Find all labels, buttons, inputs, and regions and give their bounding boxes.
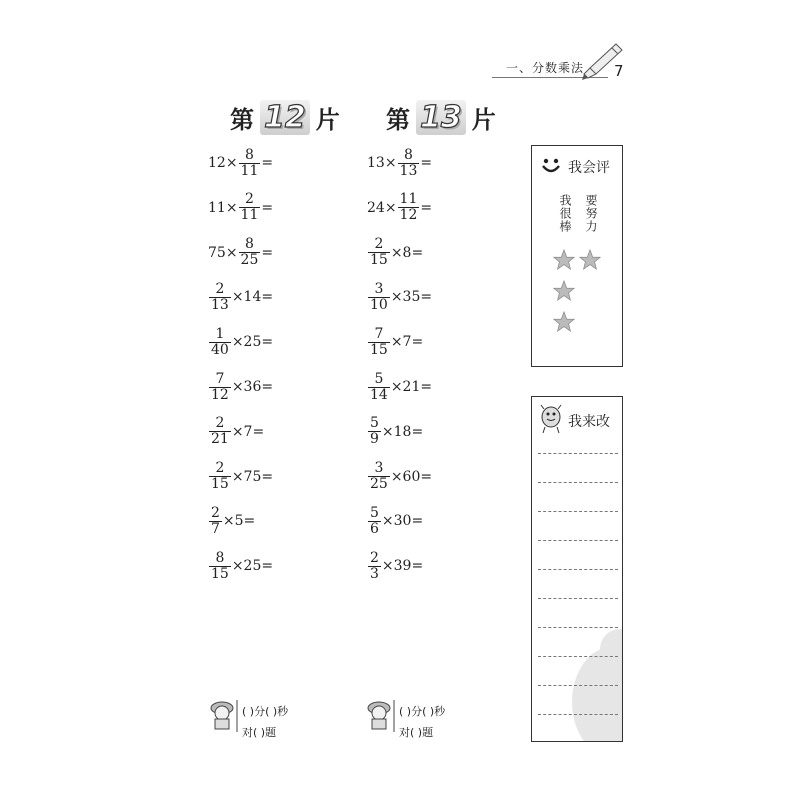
problem-row (208, 369, 273, 405)
fraction (368, 461, 390, 492)
fraction (209, 551, 231, 582)
fraction (209, 282, 231, 313)
sheet-prefix: 第 (386, 105, 410, 134)
numerator: 2 (374, 236, 384, 253)
numerator: 5 (374, 370, 384, 387)
denominator: 25 (240, 252, 259, 269)
problem-suffix: ×21= (390, 379, 433, 395)
fraction (368, 327, 390, 358)
problem-suffix: ×18= (381, 423, 424, 440)
time-spent[interactable]: ( )分( )秒 (242, 705, 289, 718)
denominator: 7 (211, 520, 220, 537)
label-great: 我很棒 (558, 194, 572, 233)
numerator: 11 (399, 191, 418, 208)
numerator: 5 (370, 504, 379, 521)
answer-line[interactable] (538, 656, 618, 657)
problem-row (208, 279, 273, 315)
numerator: 2 (211, 504, 220, 521)
problem-suffix: = (420, 199, 433, 216)
problem-prefix: 13× (367, 155, 397, 171)
corrections-title: 我来改 (568, 414, 610, 430)
numerator: 8 (245, 236, 254, 253)
fraction (368, 237, 390, 268)
answer-line[interactable] (538, 598, 618, 599)
problem-suffix: ×35= (390, 289, 433, 306)
problem-suffix: ×7= (390, 334, 424, 351)
problem-suffix: = (261, 155, 274, 171)
denominator: 13 (211, 296, 229, 313)
numerator: 2 (370, 549, 379, 566)
label-try-harder: 要努力 (584, 194, 598, 233)
denominator: 3 (370, 565, 379, 582)
numerator: 2 (215, 280, 225, 297)
problem-suffix: = (261, 199, 274, 216)
numerator: 2 (215, 415, 225, 432)
answer-line[interactable] (538, 540, 618, 541)
fraction (209, 372, 231, 403)
kid-with-clock-icon (363, 698, 397, 732)
problem-row (367, 190, 432, 226)
problem-row (208, 145, 273, 181)
numerator: 3 (374, 460, 384, 477)
denominator: 25 (370, 476, 388, 493)
denominator: 12 (211, 386, 229, 403)
chapter-title: 一、分数乘法 (506, 61, 585, 75)
problem-row (367, 369, 432, 405)
numerator: 7 (215, 370, 225, 387)
problem-row (208, 503, 255, 539)
fraction (368, 506, 381, 537)
problem-prefix: 24× (367, 199, 397, 216)
fraction (209, 327, 231, 358)
star-icon[interactable] (553, 280, 575, 302)
sheet-number: 13 (416, 100, 466, 135)
problem-suffix: ×5= (222, 513, 256, 530)
sheet-suffix: 片 (315, 105, 340, 134)
numerator: 2 (215, 460, 225, 477)
fraction (368, 372, 390, 403)
fraction (209, 506, 222, 537)
problem-suffix: ×8= (390, 244, 424, 261)
answer-line[interactable] (538, 511, 618, 512)
fraction (368, 282, 390, 313)
page-number: 7 (614, 62, 624, 80)
denominator: 15 (370, 252, 388, 269)
fraction (398, 192, 420, 223)
problem-row (367, 548, 423, 584)
answer-line[interactable] (538, 569, 618, 570)
problem-suffix: ×7= (231, 423, 265, 440)
fraction (239, 148, 261, 179)
answer-line[interactable] (538, 627, 618, 628)
problem-suffix: ×25= (231, 334, 274, 351)
fraction (209, 461, 231, 492)
problem-suffix: ×39= (381, 558, 424, 575)
self-evaluation-box (531, 145, 623, 367)
problem-suffix: ×14= (231, 289, 274, 306)
denominator: 11 (240, 162, 259, 179)
fraction (368, 416, 381, 447)
sheet-prefix: 第 (230, 105, 254, 134)
numerator: 8 (215, 549, 225, 566)
problem-suffix: ×36= (231, 379, 274, 395)
star-icon[interactable] (579, 249, 601, 271)
star-icon[interactable] (553, 249, 575, 271)
evaluate-title: 我会评 (568, 160, 610, 176)
problem-suffix: = (420, 155, 433, 171)
time-spent[interactable]: ( )分( )秒 (399, 705, 446, 718)
problem-suffix: ×75= (231, 468, 274, 485)
problem-row (208, 414, 264, 450)
problem-row (367, 279, 432, 315)
problem-row (208, 235, 273, 271)
numerator: 1 (215, 325, 225, 342)
numerator: 2 (245, 191, 254, 208)
problem-row (367, 414, 423, 450)
fraction (368, 551, 381, 582)
problem-row (367, 459, 432, 495)
denominator: 10 (370, 296, 388, 313)
denominator: 13 (399, 162, 418, 179)
problem-prefix: 11× (208, 199, 238, 216)
problem-row (367, 145, 432, 181)
problem-row (208, 190, 273, 226)
denominator: 15 (211, 476, 229, 493)
numerator: 8 (245, 146, 254, 163)
problem-suffix: = (261, 244, 274, 261)
denominator: 6 (370, 520, 379, 537)
fraction (209, 416, 231, 447)
kid-with-clock-icon (206, 698, 240, 732)
problem-prefix: 12× (208, 155, 238, 171)
denominator: 12 (399, 207, 418, 224)
numerator: 8 (404, 146, 413, 163)
sheet-number: 12 (260, 100, 310, 135)
problem-suffix: ×60= (390, 468, 433, 485)
smiley-icon (540, 154, 562, 176)
problem-suffix: ×25= (231, 558, 274, 575)
pencil-icon (580, 40, 624, 80)
fraction (398, 148, 420, 179)
problem-row (367, 503, 423, 539)
cartoon-mascot-icon (538, 403, 564, 435)
answer-line[interactable] (538, 685, 618, 686)
sheet-title-13 (386, 96, 496, 138)
denominator: 15 (370, 341, 388, 358)
problem-row (208, 548, 273, 584)
problem-row (367, 235, 423, 271)
problem-row (367, 324, 423, 360)
answer-line[interactable] (538, 714, 618, 715)
denominator: 14 (370, 386, 388, 403)
correct-count[interactable]: 对( )题 (399, 726, 434, 739)
problem-suffix: ×30= (381, 513, 424, 530)
corrections-box (531, 396, 623, 742)
sheet-title-12 (230, 96, 340, 138)
problem-row (208, 459, 273, 495)
correct-count[interactable]: 对( )题 (242, 726, 277, 739)
numerator: 5 (370, 415, 379, 432)
sheet-suffix: 片 (471, 105, 496, 134)
star-icon[interactable] (553, 311, 575, 333)
numerator: 7 (374, 325, 384, 342)
answer-line[interactable] (538, 482, 618, 483)
numerator: 3 (374, 280, 384, 297)
denominator: 11 (240, 207, 259, 224)
denominator: 21 (211, 431, 229, 448)
answer-line[interactable] (538, 453, 618, 454)
denominator: 40 (211, 341, 229, 358)
problem-row (208, 324, 273, 360)
denominator: 15 (211, 565, 229, 582)
fraction (239, 237, 261, 268)
fraction (239, 192, 261, 223)
problem-prefix: 75× (208, 244, 238, 261)
denominator: 9 (370, 431, 379, 448)
